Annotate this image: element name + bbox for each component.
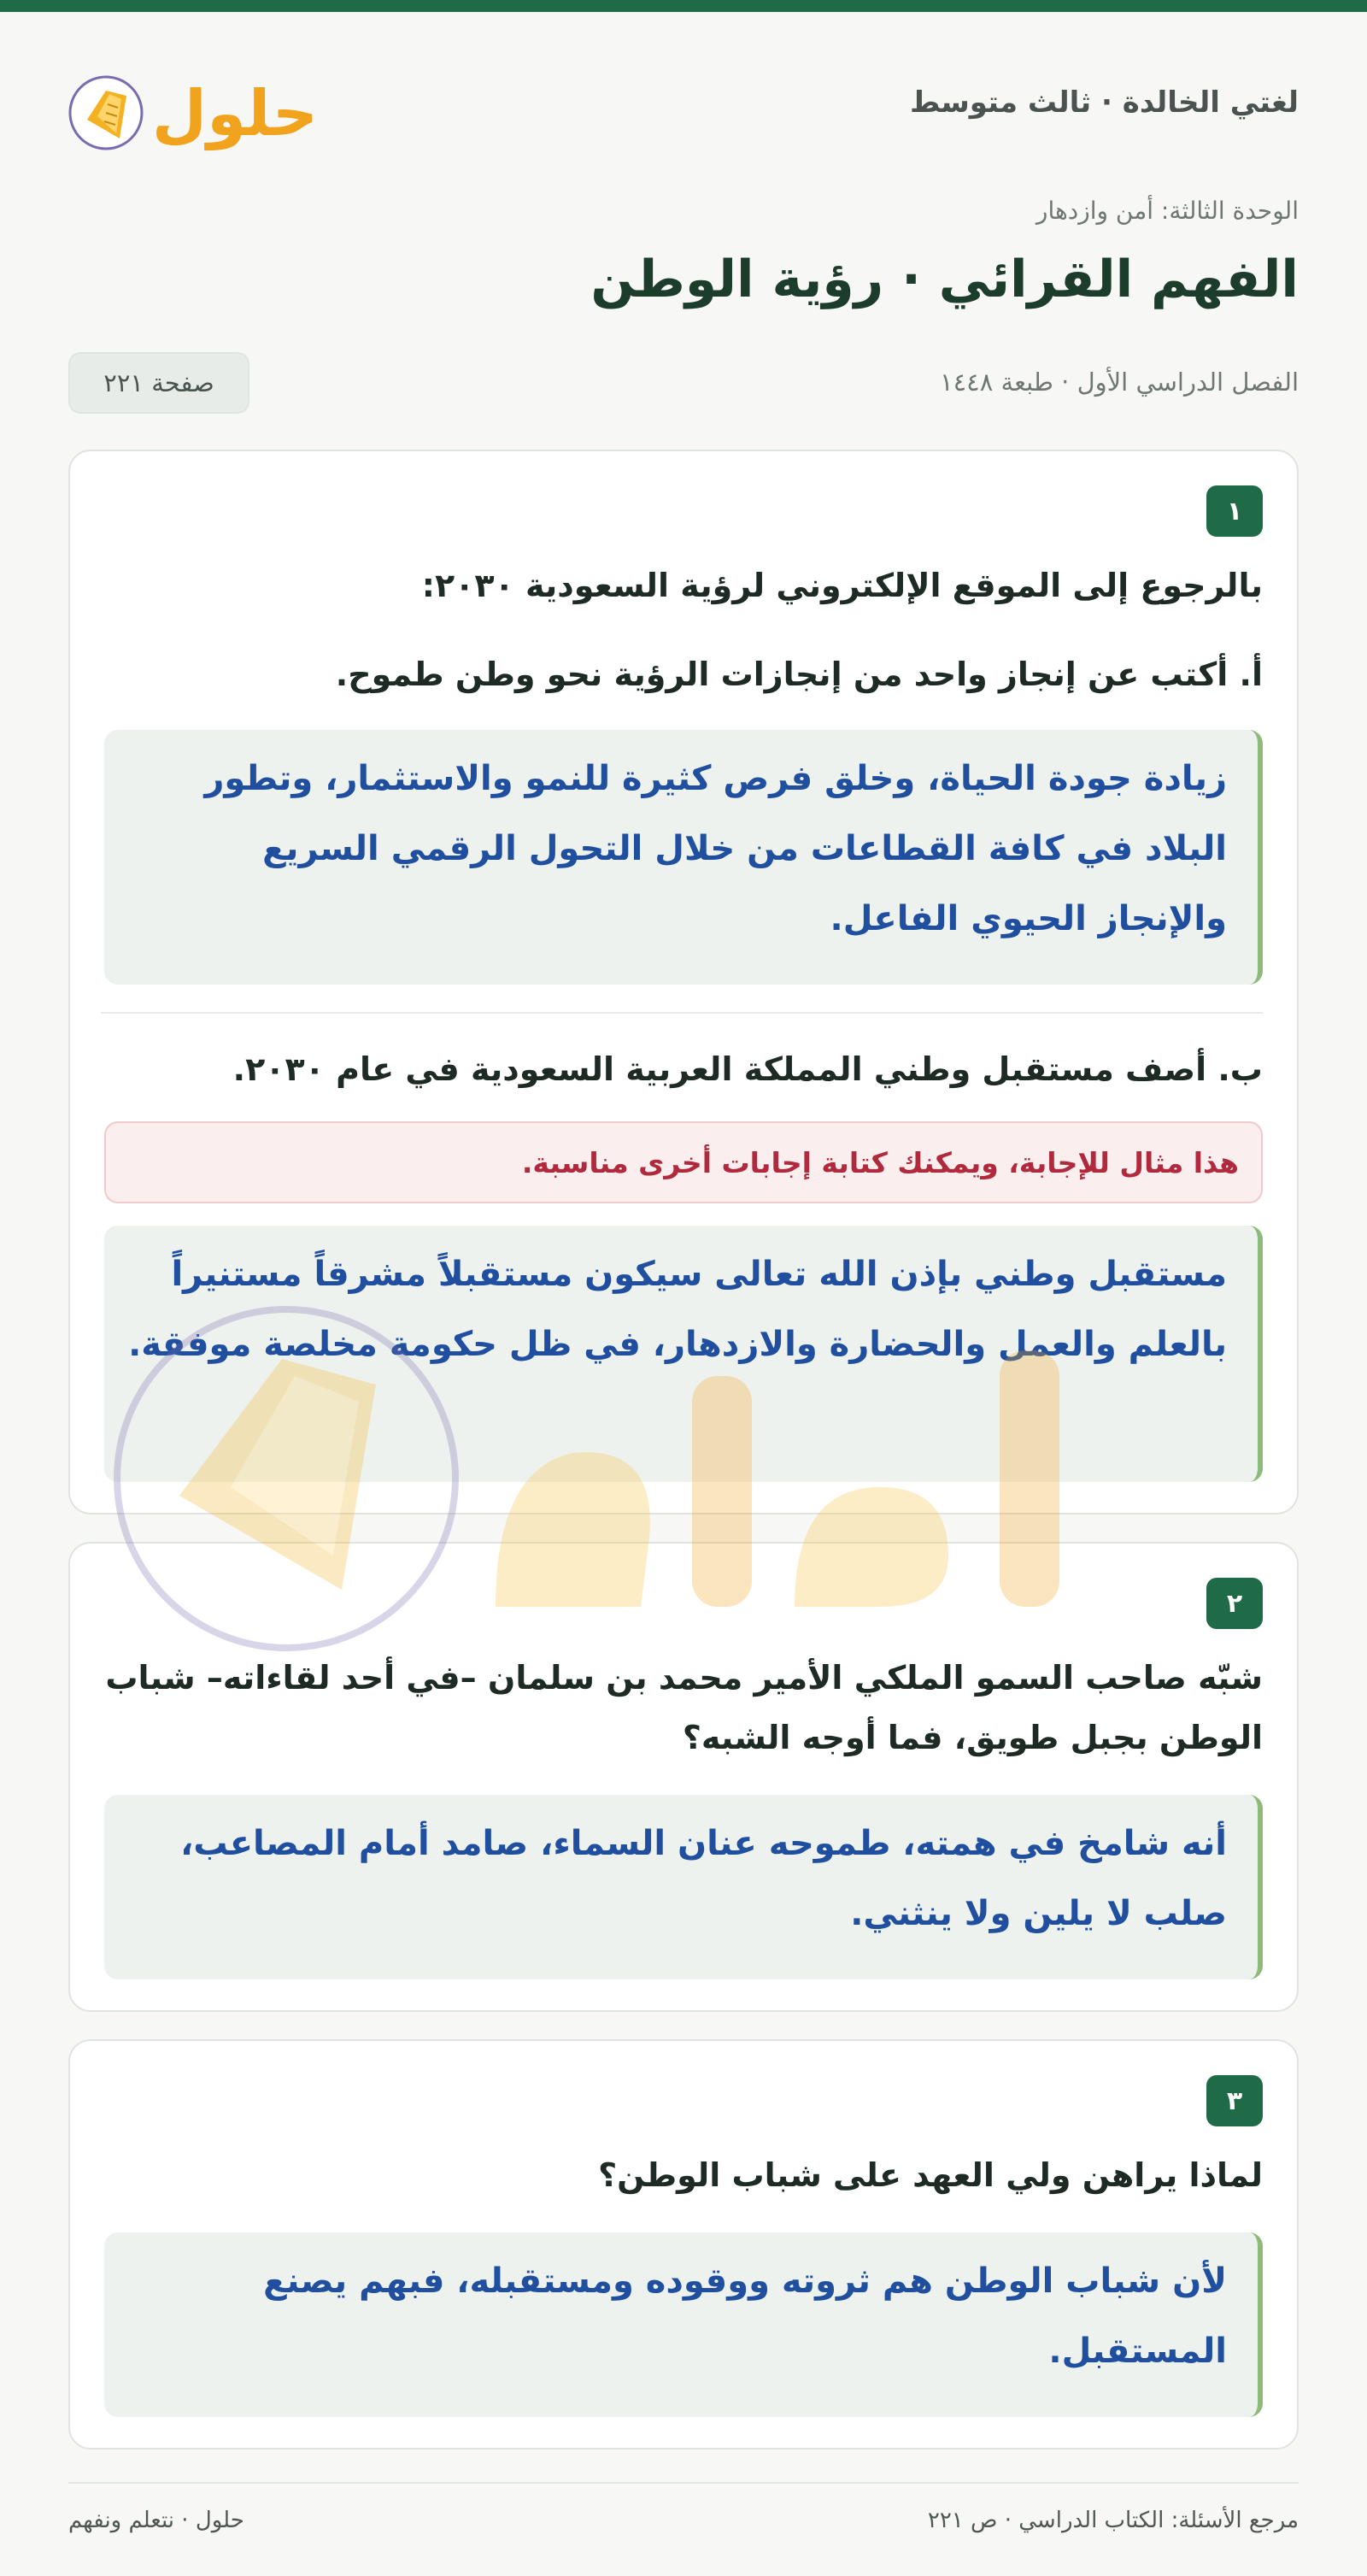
logo-text: حلول — [151, 77, 319, 150]
question-part-a: أ. أكتب عن إنجاز واحد من إنجازات الرؤية نحو وطن طموح. — [335, 656, 1263, 693]
answer-box-b: مستقبل وطني بإذن الله تعالى سيكون مستقبلاً مشرقاً مستنيراً بالعلم والعمل والحضارة والازدهار، في ظل حكومة مخلصة موفقة. — [104, 1226, 1263, 1482]
section-divider — [101, 1012, 1263, 1014]
question-prompt: لماذا يراهن ولي العهد على شباب الوطن؟ — [598, 2156, 1263, 2194]
footer-reference: مرجع الأسئلة: الكتاب الدراسي · ص ٢٢١ — [927, 2508, 1299, 2533]
page-header — [68, 56, 1299, 159]
footer-brand: حلول · نتعلم ونفهم — [68, 2508, 244, 2533]
page-title: الفهم القرائي · رؤية الوطن — [590, 250, 1299, 309]
hulul-logo[interactable] — [68, 56, 325, 159]
footer-divider — [68, 2482, 1299, 2484]
question-prompt: بالرجوع إلى الموقع الإلكتروني لرؤية السعودية ٢٠٣٠: — [421, 567, 1263, 604]
unit-label: الوحدة الثالثة: أمن وازدهار — [1036, 197, 1299, 225]
semester-label: الفصل الدراسي الأول · طبعة ١٤٤٨ — [940, 368, 1299, 397]
question-card-1 — [68, 450, 1299, 1514]
answer-box: أنه شامخ في همته، طموحه عنان السماء، صامد أمام المصاعب، صلب لا يلين ولا ينثني. — [104, 1795, 1263, 1979]
question-number-badge: ٣ — [1206, 2075, 1263, 2126]
question-number-badge: ١ — [1206, 485, 1263, 537]
question-number-badge: ٢ — [1206, 1578, 1263, 1629]
book-title: لغتي الخالدة · ثالث متوسط — [909, 85, 1299, 120]
question-prompt: شبّه صاحب السمو الملكي الأمير محمد بن سلمان –في أحد لقاءاته– شباب الوطن بجبل طويق، فما أوجه الشبه؟ — [105, 1659, 1263, 1756]
answer-box: لأن شباب الوطن هم ثروته ووقوده ومستقبله، فبهم يصنع المستقبل. — [104, 2232, 1263, 2417]
answer-box-a: زيادة جودة الحياة، وخلق فرص كثيرة للنمو والاستثمار، وتطور البلاد في كافة القطاعات من خلال التحول الرقمي السريع والإنجاز الحيوي الفاعل. — [104, 730, 1263, 985]
question-card-2 — [68, 1542, 1299, 2012]
question-card-3 — [68, 2039, 1299, 2450]
question-part-b: ب. أصف مستقبل وطني المملكة العربية السعودية في عام ٢٠٣٠. — [232, 1050, 1263, 1088]
top-accent-bar — [0, 0, 1367, 12]
page-number-badge: صفحة ٢٢١ — [68, 352, 249, 414]
example-answer-note: هذا مثال للإجابة، ويمكنك كتابة إجابات أخرى مناسبة. — [104, 1121, 1263, 1203]
